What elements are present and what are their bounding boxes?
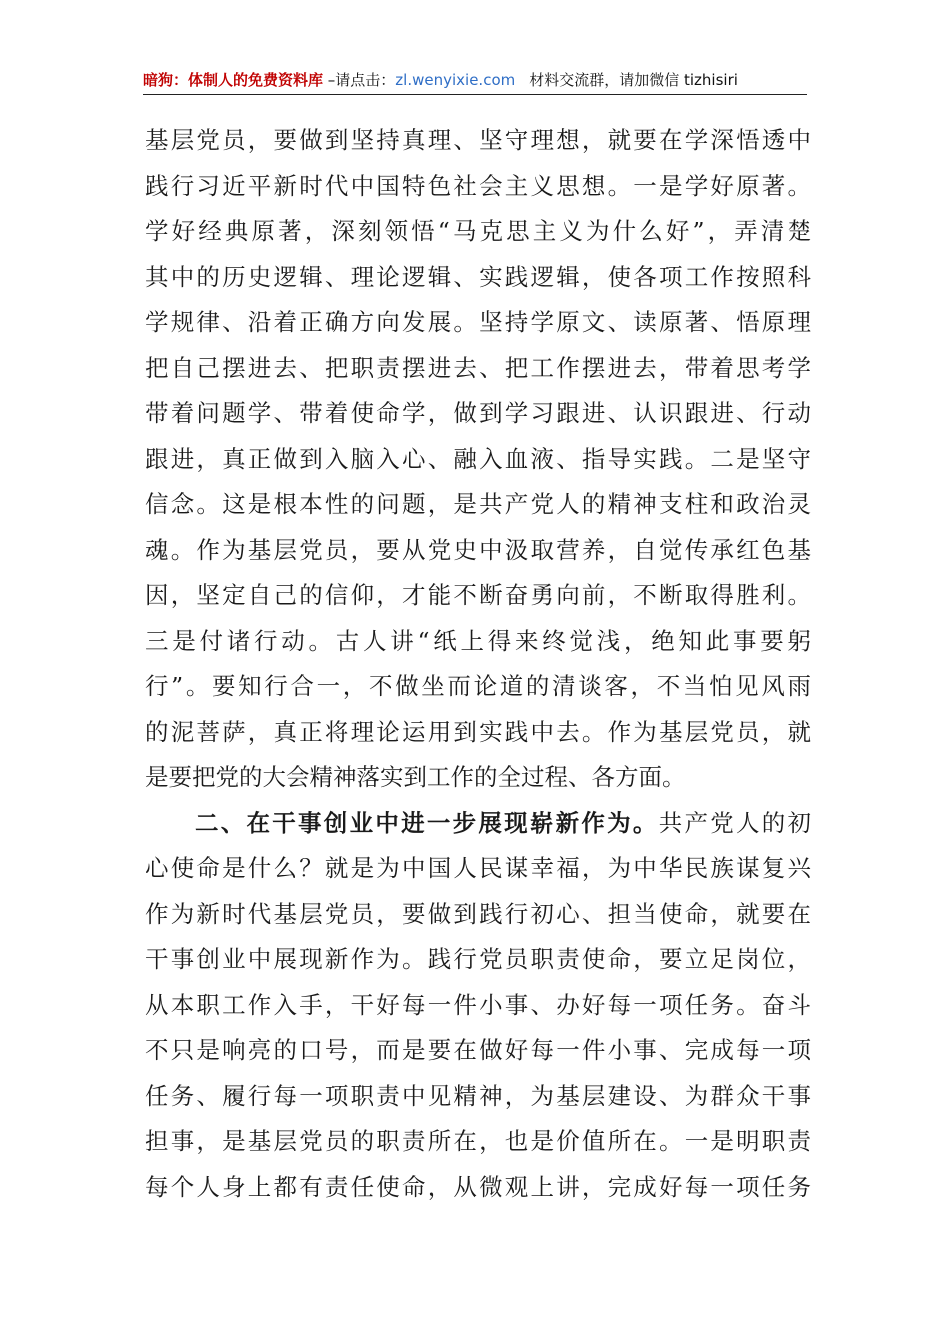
paragraph-line: 带着问题学、带着使命学，做到学习跟进、认识跟进、行动 (145, 399, 811, 427)
document-body (145, 118, 811, 1210)
paragraph-line: 学好经典原著，深刻领悟“马克思主义为什么好”，弄清楚 (145, 217, 811, 245)
paragraph-line: 学规律、沿着正确方向发展。坚持学原文、读原著、悟原理 (145, 308, 811, 336)
section-heading: 二、在干事创业中进一步展现崭新作为。 (195, 808, 659, 837)
header-wechat-note: 材料交流群，请加微信 tizhisiri (529, 71, 738, 89)
page-header (143, 66, 807, 95)
paragraph-first-line (145, 801, 811, 847)
header-click-prompt: –请点击： (323, 71, 396, 89)
paragraph-line: 心使命是什么？就是为中国人民谋幸福，为中华民族谋复兴 (145, 854, 811, 882)
paragraph-line: 跟进，真正做到入脑入心、融入血液、指导实践。二是坚守 (145, 444, 811, 473)
paragraph-line: 作为新时代基层党员，要做到践行初心、担当使命，就要在 (145, 899, 811, 928)
paragraph-line: 担事，是基层党员的职责所在，也是价值所在。一是明职责 (145, 1127, 811, 1155)
paragraph-line: 基层党员，要做到坚持真理、坚守理想，就要在学深悟透中 (145, 126, 811, 154)
paragraph-line: 信念。这是根本性的问题，是共产党人的精神支柱和政治灵 (145, 490, 811, 518)
paragraph-line: 从本职工作入手，干好每一件小事、办好每一项任务。奋斗 (145, 990, 811, 1019)
paragraph-line: 干事创业中展现新作为。践行党员职责使命，要立足岗位， (145, 945, 811, 973)
paragraph-line: 三是付诸行动。古人讲“纸上得来终觉浅，绝知此事要躬 (145, 626, 811, 655)
header-url-link[interactable]: zl.wenyixie.com (395, 71, 516, 89)
paragraph-1 (145, 118, 811, 801)
paragraph-line: 是要把党的大会精神落实到工作的全过程、各方面。 (145, 763, 686, 791)
header-brand: 暗狗：体制人的免费资料库 (143, 71, 324, 89)
paragraph-line: 每个人身上都有责任使命，从微观上讲，完成好每一项任务 (145, 1172, 811, 1201)
paragraph-line: 把自己摆进去、把职责摆进去、把工作摆进去，带着思考学 (145, 353, 811, 382)
paragraph-2 (145, 801, 811, 1211)
paragraph-line: 魂。作为基层党员，要从党史中汲取营养，自觉传承红色基 (145, 535, 811, 564)
heading-continuation: 共产党人的初 (658, 808, 812, 837)
paragraph-line: 的泥菩萨，真正将理论运用到实践中去。作为基层党员，就 (145, 717, 811, 746)
paragraph-line: 因，坚定自己的信仰，才能不断奋勇向前，不断取得胜利。 (145, 581, 811, 609)
paragraph-line: 任务、履行每一项职责中见精神，为基层建设、为群众干事 (145, 1081, 811, 1110)
paragraph-line: 其中的历史逻辑、理论逻辑、实践逻辑，使各项工作按照科 (145, 262, 811, 291)
paragraph-line: 不只是响亮的口号，而是要在做好每一件小事、完成每一项 (145, 1036, 811, 1064)
paragraph-line: 践行习近平新时代中国特色社会主义思想。一是学好原著。 (145, 171, 811, 200)
paragraph-line: 行”。要知行合一，不做坐而论道的清谈客，不当怕见风雨 (145, 672, 811, 700)
